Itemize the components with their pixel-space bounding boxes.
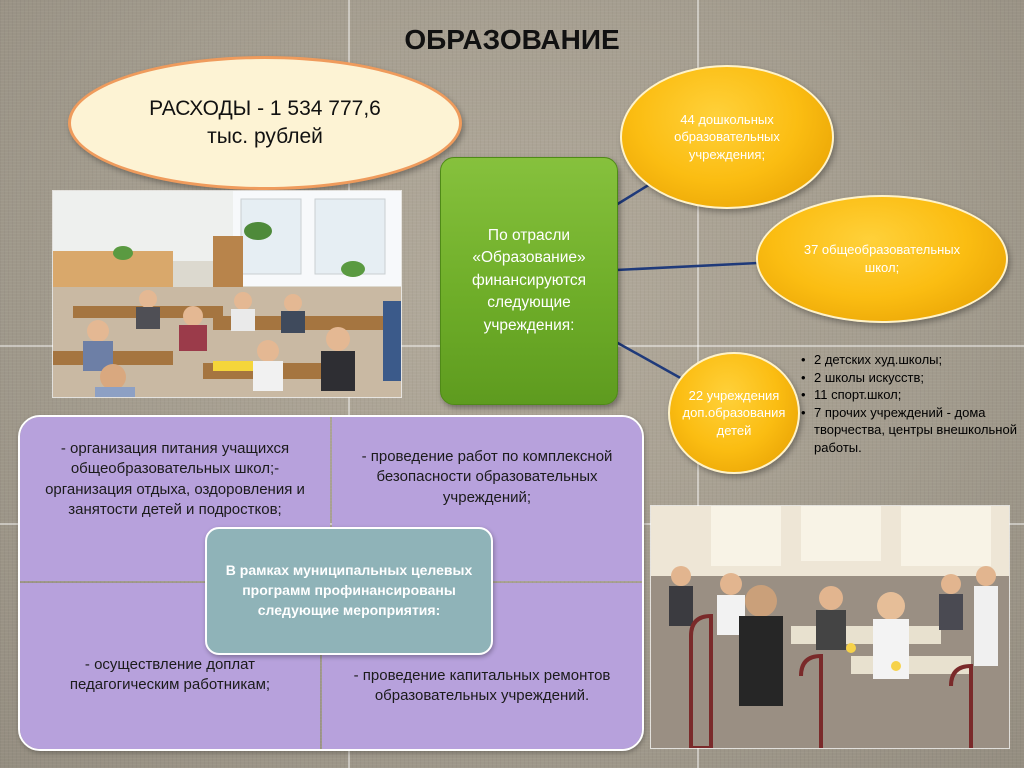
schools-text: 37 общеобразовательных школ; <box>803 242 961 275</box>
program-text: - осуществление доплат педагогическим работникам; <box>69 655 271 693</box>
programs-center-text: В рамках муниципальных целевых программ профинансированы следующие мероприятия: <box>225 562 473 618</box>
sector-box <box>440 157 618 405</box>
schools-ellipse <box>756 195 1008 323</box>
expenses-text: РАСХОДЫ - 1 534 777,6 тыс. рублей <box>149 96 381 148</box>
slide-title: ОБРАЗОВАНИЕ <box>404 24 620 55</box>
preschool-text: 44 дошкольных образовательных учреждения; <box>674 111 780 162</box>
program-text: - организация питания учащихся общеобразовательных школ;- организация отдыха, оздоровления и занятости детей и подростков; <box>45 440 305 518</box>
list-item: • 2 школы искусств; <box>814 369 1024 387</box>
extra-education-text: 22 учреждения доп.образования детей <box>682 387 786 438</box>
extra-education-ellipse <box>668 352 800 474</box>
program-text: - проведение капитальных ремонтов образовательных учреждений. <box>353 666 611 704</box>
program-text: - проведение работ по комплексной безопасности образовательных учреждений; <box>361 448 613 506</box>
preschool-ellipse <box>620 65 834 209</box>
programs-center-box <box>205 527 493 655</box>
extra-education-list <box>796 351 1024 456</box>
sector-text: По отрасли «Образование» финансируются следующие учреждения: <box>471 226 587 334</box>
list-item: • 2 детских худ.школы; <box>814 351 1024 369</box>
list-item: • 7 прочих учреждений - дома творчества, центры внешкольной работы. <box>814 404 1024 457</box>
list-item: • 11 спорт.школ; <box>814 386 1024 404</box>
canteen-photo <box>650 505 1010 749</box>
